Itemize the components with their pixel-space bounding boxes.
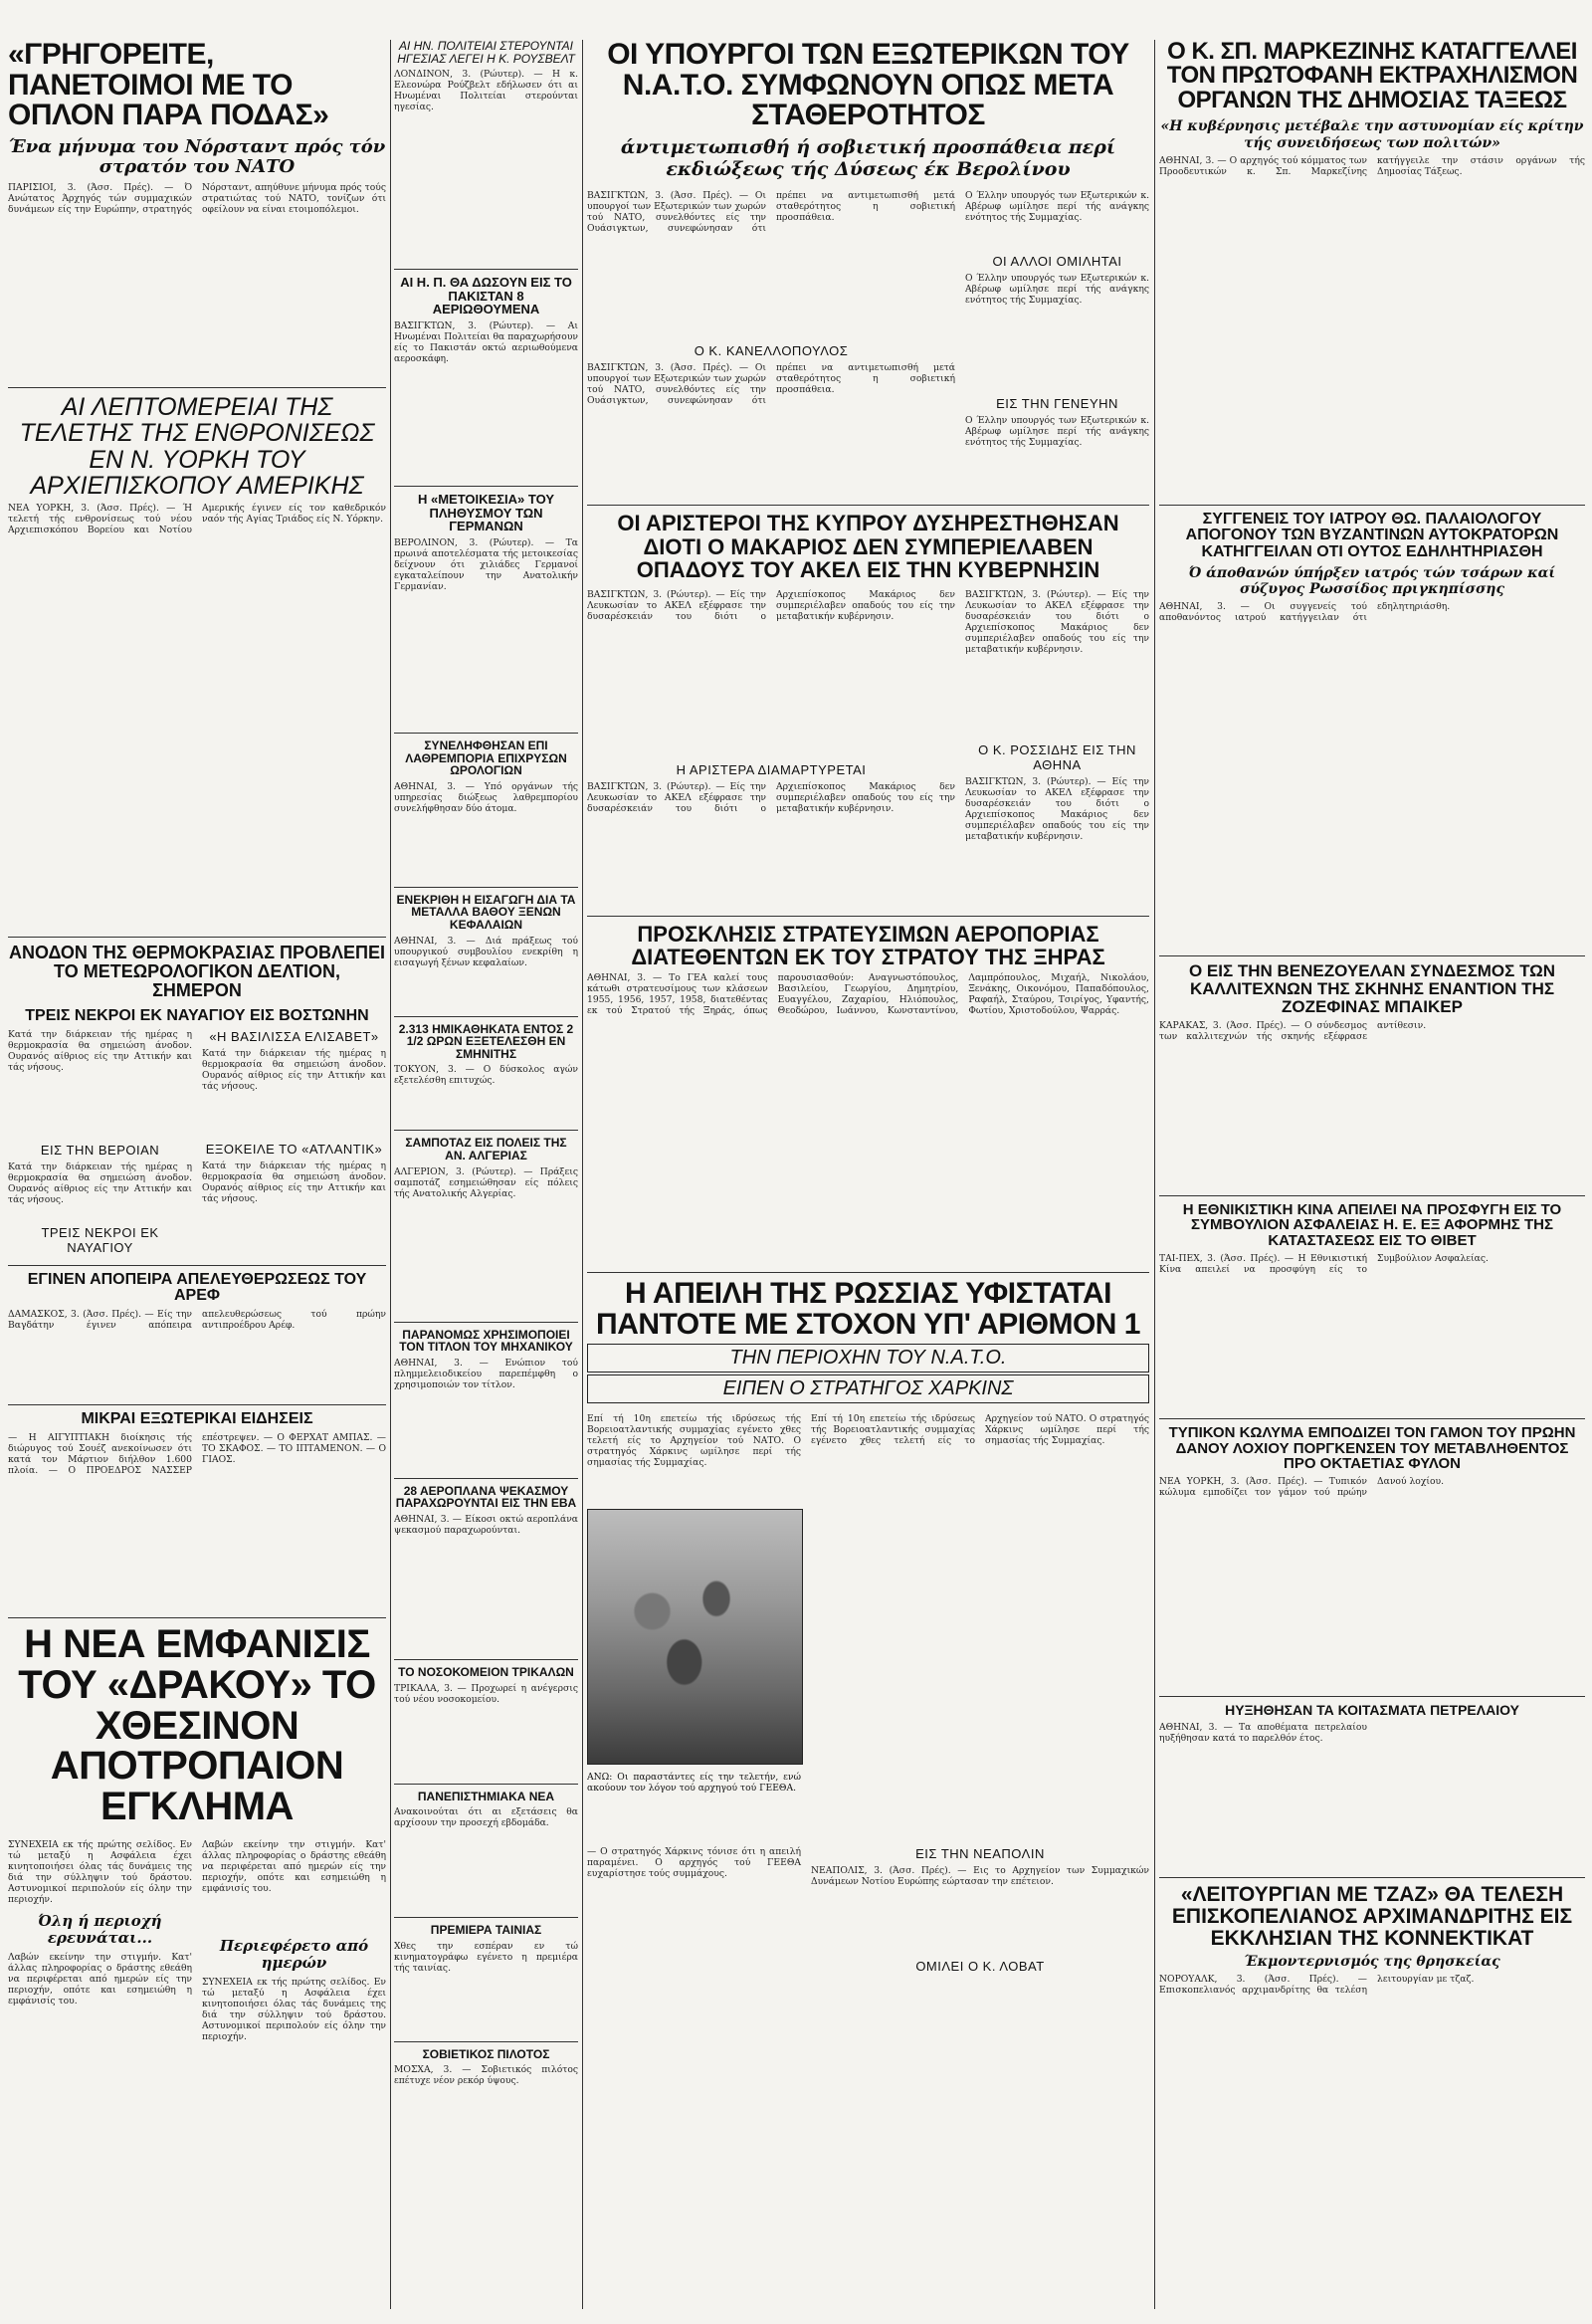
headline: ΤΥΠΙΚΟΝ ΚΩΛΥΜΑ ΕΜΠΟΔΙΖΕΙ ΤΟΝ ΓΑΜΟΝ ΤΟΥ ΠΡΩΗΝ ΔΑΝΟΥ ΛΟΧΙΟΥ ΠΟΡΓΚΕΝΣΕΝ ΤΟΥ ΜΕΤΑΒΛΗΘΕΝΤΟΣ ΠΡΟ ΟΚΤΑΕΤΙΑΣ ΦΥΛΟΝ <box>1168 1423 1576 1473</box>
article-body: — Η ΑΙΓΥΠΤΙΑΚΗ διοίκησις τής διώρυγος τού Σουέζ ανεκοίνωσεν ότι κατά τον Μάρτιον διήλθον 1.600 πλοία. — Ο ΠΡΟΕΔΡΟΣ ΝΑΣΣΕΡ επέστρεψεν. — Ο ΦΕΡΧΑΤ ΑΜΠΑΣ. — ΤΟ ΣΚΑΦΟΣ. — ΤΟ ΙΠΤΑΜΕΝΟΝ. — Ο ΓΙΑΟΣ. <box>8 1432 386 1477</box>
column-rule <box>390 40 391 2309</box>
headline: ΗΥΞΗΘΗΣΑΝ ΤΑ ΚΟΙΤΑΣΜΑΤΑ ΠΕΤΡΕΛΑΙΟΥ <box>1225 1702 1519 1719</box>
article-body: ΚΑΡΑΚΑΣ, 3. (Άσσ. Πρές). — Ο σύνδεσμος των καλλιτεχνών τής σκηνής εξέφρασε αντίθεσιν. <box>1159 1019 1427 1042</box>
section-label: ΕΙΣ ΤΗΝ ΝΕΑΠΟΛΙΝ <box>915 1846 1045 1862</box>
headline: ΣΥΓΓΕΝΕΙΣ ΤΟΥ ΙΑΤΡΟΥ ΘΩ. ΠΑΛΑΙΟΛΟΓΟΥ ΑΠΟΓΟΝΟΥ ΤΩΝ ΒΥΖΑΝΤΙΝΩΝ ΑΥΤΟΚΡΑΤΟΡΩΝ ΚΑΤΗΓΓΕΙΛΑΝ ΟΤΙ ΟΥΤΟΣ ΕΔΗΛΗΤΗΡΙΑΣΘΗ <box>1185 510 1559 561</box>
subheadline: Περιεφέρετο από ημερών <box>219 1937 369 1973</box>
article-drakos <box>8 1624 386 2204</box>
section-label: ΤΡΕΙΣ ΝΕΚΡΟΙ ΕΚ ΝΑΥΑΓΙΟΥ <box>41 1224 159 1255</box>
headline: Η ΝΕΑ ΕΜΦΑΝΙΣΙΣ ΤΟΥ «ΔΡΑΚΟΥ» ΤΟ ΧΘΕΣΙΝΟΝ ΑΠΟΤΡΟΠΑΙΟΝ ΕΓΚΛΗΜΑ <box>18 1622 376 1829</box>
column-4 <box>1159 40 1585 2314</box>
article-body: ΒΑΣΙΓΚΤΩΝ, 3. (Άσσ. Πρές). — Οι υπουργοί των Εξωτερικών των χωρών τού ΝΑΤΟ, συνελθόντες είς την Ουάσιγκτων, συνεφώνησαν ότι πρέπει να αντιμετωπισθή μετά σταθερότητος η σοβιετική προσπάθεια. <box>587 362 955 407</box>
subheadline: ΕΙΠΕΝ Ο ΣΤΡΑΤΗΓΟΣ ΧΑΡΚΙΝΣ <box>587 1374 1149 1403</box>
news-photo <box>587 1509 803 1765</box>
article-body: ΑΘΗΝΑΙ, 3. — Ο αρχηγός τού κόμματος των Προοδευτικών κ. Σπ. Μαρκεζίνης κατήγγειλε την στάσιν οργάνων τής Δημοσίας Τάξεως. <box>1159 154 1585 177</box>
article-tibet <box>1159 1202 1585 1412</box>
article-body: ΔΑΜΑΣΚΟΣ, 3. (Άσσ. Πρές). — Είς την Βαγδάτην έγινεν απόπειρα απελευθερώσεως τού πρώην αντιπροέδρου Αρέφ. <box>8 1309 386 1332</box>
article-body: Επί τή 10η επετείω τής ιδρύσεως τής Βορειοατλαντικής συμμαχίας εγένετο χθες τελετή είς το Αρχηγείον τού ΝΑΤΟ. Ο στρατηγός Χάρκινς ωμίλησε περί τής σημασίας τής Συμμαχίας. <box>811 1413 1149 1447</box>
section-label: Ο Κ. ΡΟΣΣΙΔΗΣ ΕΙΣ ΤΗΝ ΑΘΗΝΑ <box>978 741 1136 772</box>
headline: «ΓΡΗΓΟΡΕΙΤΕ, ΠΑΝΕΤΟΙΜΟΙ ΜΕ ΤΟ ΟΠΛΟΝ ΠΑΡΑ ΠΟΔΑΣ» <box>8 40 329 132</box>
article-body: ΑΘΗΝΑΙ, 3. — Είκοσι οκτώ αεροπλάνα ψεκασμού παραχωρούνται. <box>394 1513 578 1536</box>
headline: 28 ΑΕΡΟΠΛΑΝΑ ΨΕΚΑΣΜΟΥ ΠΑΡΑΧΩΡΟΥΝΤΑΙ ΕΙΣ ΤΗΝ ΕΒΑ <box>395 1483 577 1511</box>
article-body: Χθες την εσπέραν εν τώ κινηματογράφω εγένετο η πρεμιέρα τής ταινίας. <box>394 1940 578 1974</box>
subheadline: άντιμετωπισθή ή σοβιετική προσπάθεια περί εκδιώξεως τής Δύσεως έκ Βερολίνου <box>620 135 1116 180</box>
subheadline: Ένα μήνυμα του Νόρσταντ πρός τόν στρατόν του ΝΑΤΟ <box>8 135 386 178</box>
article-body: ΜΟΣΧΑ, 3. — Σοβιετικός πιλότος επέτυχε νέον ρεκόρ ύψους. <box>394 2064 578 2087</box>
article-russia-threat <box>587 1276 1149 2026</box>
article-weather <box>8 944 386 1258</box>
article-body: ΑΘΗΝΑΙ, 3. — Οι συγγενείς τού αποθανόντος ιατρού κατήγγειλαν ότι εδηλητηριάσθη. <box>1159 601 1451 624</box>
headline: ΑΙ ΗΝ. ΠΟΛΙΤΕΙΑΙ ΣΤΕΡΟΥΝΤΑΙ ΗΓΕΣΙΑΣ ΛΕΓΕΙ Η Κ. ΡΟΥΣΒΕΛΤ <box>397 40 575 66</box>
article-body: ΑΘΗΝΑΙ, 3. — Υπό οργάνων τής υπηρεσίας διώξεως λαθρεμπορίου συνελήφθησαν δύο άτομα. <box>394 780 578 814</box>
headline: ΤΡΕΙΣ ΝΕΚΡΟΙ ΕΚ ΝΑΥΑΓΙΟΥ ΕΙΣ ΒΟΣΤΩΝΗΝ <box>25 1006 369 1024</box>
article-body: ΒΕΡΟΛΙΝΟΝ, 3. (Ρώυτερ). — Τα πρωινά αποτελέσματα τής μετοικεσίας δείχνουν ότι χιλιάδες Γερμανοί εγκαταλείπουν την Ανατολικήν Γερμανίαν. <box>394 537 578 593</box>
headline: Ο ΕΙΣ ΤΗΝ ΒΕΝΕΖΟΥΕΛΑΝ ΣΥΝΔΕΣΜΟΣ ΤΩΝ ΚΑΛΛΙΤΕΧΝΩΝ ΤΗΣ ΣΚΗΝΗΣ ΕΝΑΝΤΙΟΝ ΤΗΣ ΖΟΖΕΦΙΝΑΣ ΜΠΑΙΚΕΡ <box>1188 961 1556 1016</box>
article-body: ΒΑΣΙΓΚΤΩΝ, 3. (Ρώυτερ). — Είς την Λευκωσίαν το ΑΚΕΛ εξέφρασε την δυσαρέσκειάν του διότι ο Αρχιεπίσκοπος Μακάριος δεν συμπεριέλαβεν οπαδούς του είς την μεταβατικήν κυβέρνησιν. <box>965 588 1149 655</box>
article-body: ΝΕΑ ΥΟΡΚΗ, 3. (Άσσ. Πρές). — Τυπικόν κώλυμα εμποδίζει τον γάμον τού πρώην Δανού λοχίου. <box>1159 1476 1445 1499</box>
article-body: ΑΘΗΝΑΙ, 3. — Ενώπιον τού πλημμελειοδικείου παρεπέμφθη ο χρησιμοποιών τον τίτλον. <box>394 1357 578 1390</box>
article-body: ΑΘΗΝΑΙ, 3. — Διά πράξεως τού υπουργικού συμβουλίου ενεκρίθη η εισαγωγή ξένων κεφαλαίων. <box>394 935 578 968</box>
article-body: ΛΟΝΔΙΝΟΝ, 3. (Ρώυτερ). — Η κ. Ελεονώρα Ρούζβελτ εδήλωσεν ότι αι Ηνωμέναι Πολιτείαι στερούνται ηγεσίας. <box>394 69 578 113</box>
article-markezinis <box>1159 40 1585 499</box>
column-1 <box>8 40 386 2314</box>
column-rule <box>582 40 583 2309</box>
article-cyprus <box>587 512 1149 909</box>
headline: Ο Κ. ΣΠ. ΜΑΡΚΕΖΙΝΗΣ ΚΑΤΑΓΓΕΛΛΕΙ ΤΟΝ ΠΡΩΤΟΦΑΝΗ ΕΚΤΡΑΧΗΛΙΣΜΟΝ ΟΡΓΑΝΩΝ ΤΗΣ ΔΗΜΟΣΙΑΣ ΤΑΞΕΩΣ <box>1166 40 1578 113</box>
article-enthronement <box>8 394 386 931</box>
article-body: ΒΑΣΙΓΚΤΩΝ, 3. (Ρώυτερ). — Είς την Λευκωσίαν το ΑΚΕΛ εξέφρασε την δυσαρέσκειάν του διότι ο Αρχιεπίσκοπος Μακάριος δεν συμπεριέλαβεν οπαδούς του είς την μεταβατικήν κυβέρνησιν. <box>965 775 1149 842</box>
headline: ΑΙ ΛΕΠΤΟΜΕΡΕΙΑΙ ΤΗΣ ΤΕΛΕΤΗΣ ΤΗΣ ΕΝΘΡΟΝΙΣΕΩΣ ΕΝ Ν. ΥΟΡΚΗ ΤΟΥ ΑΡΧΙΕΠΙΣΚΟΠΟΥ ΑΜΕΡΙΚΗΣ <box>19 393 375 500</box>
article-conscripts <box>587 923 1149 1266</box>
headline: ΑΝΟΔΟΝ ΤΗΣ ΘΕΡΜΟΚΡΑΣΙΑΣ ΠΡΟΒΛΕΠΕΙ ΤΟ ΜΕΤΕΩΡΟΛΟΓΙΚΟΝ ΔΕΛΤΙΟΝ, ΣΗΜΕΡΟΝ <box>8 943 386 1000</box>
headline: ΕΝΕΚΡΙΘΗ Η ΕΙΣΑΓΩΓΗ ΔΙΑ ΤΑ ΜΕΤΑΛΛΑ ΒΑΘΟΥ ΞΕΝΩΝ ΚΕΦΑΛΑΙΩΝ <box>396 892 576 932</box>
article-brief-news <box>8 1411 386 1611</box>
article-body: Επί τή 10η επετείω τής ιδρύσεως τής Βορειοατλαντικής συμμαχίας εγένετο χθες τελετή είς το Αρχηγείον τού ΝΑΤΟ. Ο στρατηγός Χάρκινς ωμίλησε περί τής σημασίας τής Συμμαχίας. <box>587 1413 801 1469</box>
headline: ΠΑΡΑΝΟΜΩΣ ΧΡΗΣΙΜΟΠΟΙΕΙ ΤΟΝ ΤΙΤΛΟΝ ΤΟΥ ΜΗΧΑΝΙΚΟΥ <box>399 1327 573 1355</box>
section-label: ΟΙ ΑΛΛΟΙ ΟΜΙΛΗΤΑΙ <box>992 254 1122 270</box>
headline: Η ΑΠΕΙΛΗ ΤΗΣ ΡΩΣΣΙΑΣ ΥΦΙΣΤΑΤΑΙ ΠΑΝΤΟΤΕ ΜΕ ΣΤΟΧΟΝ ΥΠ' ΑΡΙΘΜΟΝ 1 <box>596 1276 1140 1341</box>
article-body: Κατά την διάρκειαν τής ημέρας η θερμοκρασία θα σημειώση άνοδον. Ουρανός αίθριος είς την Αττικήν και τάς νήσους. <box>8 1161 192 1205</box>
headline: ΠΡΕΜΙΕΡΑ ΤΑΙΝΙΑΣ <box>430 1923 542 1938</box>
article-body: ΝΟΡΟΥΑΛΚ, 3. (Άσσ. Πρές). — Επισκοπελιανός αρχιμανδρίτης θα τελέση λειτουργίαν με τζαζ. <box>1159 1974 1475 1997</box>
article-body: ΒΑΣΙΓΚΤΩΝ, 3. (Ρώυτερ). — Αι Ηνωμέναι Πολιτείαι θα παραχωρήσουν είς το Πακιστάν οκτώ αεριωθούμενα αεροσκάφη. <box>394 320 578 365</box>
article-jazz-liturgy <box>1159 1884 1585 2123</box>
subheadline: Ό άποθανών ύπήρξεν ιατρός τών τσάρων καί σύζυγος Ρωσσίδος πριγκηπίσσης <box>1188 564 1556 598</box>
article-body: ΤΡΙΚΑΛΑ, 3. — Προχωρεί η ανέγερσις τού νέου νοσοκομείου. <box>394 1682 578 1705</box>
article-body: ΝΕΑ ΥΟΡΚΗ, 3. (Άσσ. Πρές). — Ή τελετή τής ενθρονίσεως τού νέου Αρχιεπισκόπου Βορείου και Νοτίου Αμερικής έγινεν είς τον καθεδρικόν ναόν τής Αγίας Τριάδος είς Ν. Υόρκην. <box>8 503 386 536</box>
article-josephine-baker <box>1159 962 1585 1189</box>
headline: ΠΡΟΣΚΛΗΣΙΣ ΣΤΡΑΤΕΥΣΙΜΩΝ ΑΕΡΟΠΟΡΙΑΣ ΔΙΑΤΕΘΕΝΤΩΝ ΕΚ ΤΟΥ ΣΤΡΑΤΟΥ ΤΗΣ ΞΗΡΑΣ <box>631 921 1105 969</box>
headline: ΟΙ ΥΠΟΥΡΓΟΙ ΤΩΝ ΕΞΩΤΕΡΙΚΩΝ ΤΟΥ Ν.Α.Τ.Ο. ΣΥΜΦΩΝΟΥΝ ΟΠΩΣ ΜΕΤΑ ΣΤΑΘΕΡΟΤΗΤΟΣ <box>607 40 1129 132</box>
photo-caption: ΑΝΩ: Οι παραστάντες είς την τελετήν, ενώ ακούουν τον λόγον τού αρχηγού τού ΓΕΕΘΑ. <box>587 1772 801 1795</box>
article-nato-ministers <box>587 40 1149 499</box>
article-body: ΑΘΗΝΑΙ, 3. — Το ΓΕΑ καλεί τους κάτωθι στρατευσίμους των κλάσεων 1955, 1956, 1957, 1958, διατεθέντας εκ τού Στρατού τής Ξηράς, όπως παρουσιασθούν: Αναγνωστόπουλος, Βασιλείου, Γεωργίου, Δημητρίου, Ευαγγέλου, Ζαχαρίου, Ηλιόπουλος, Θεοδώρου, Ιωάννου, Κωνσταντίνου, Λαμπρόπουλος, Μιχαήλ, Νικολάου, Ξενάκης, Οικονόμου, Παπαδόπουλος, Ραφαήλ, Σταύρου, Τσιρίγος, Υφαντής, Φωτίου, Χριστοδούλου, Ψαρράς. <box>587 971 1149 1016</box>
article-porgensen <box>1159 1425 1585 1690</box>
article-body: Λαβών εκείνην την στιγμήν. Κατ' άλλας πληροφορίας ο δράστης εθεάθη να περιφέρεται από ημερών είς την περιοχήν, οπότε και εσημειώθη η εμφάνισίς του. <box>8 1951 192 2007</box>
article-aref <box>8 1272 386 1399</box>
column-3 <box>587 40 1149 2314</box>
section-label: ΟΜΙΛΕΙ Ο Κ. ΛΟΒΑΤ <box>915 1959 1045 1975</box>
column-2 <box>394 40 578 2314</box>
section-label: «Η ΒΑΣΙΛΙΣΣΑ ΕΛΙΣΑΒΕΤ» <box>209 1028 379 1044</box>
headline: Η «ΜΕΤΟΙΚΕΣΙΑ» ΤΟΥ ΠΛΗΘΥΣΜΟΥ ΤΩΝ ΓΕΡΜΑΝΩΝ <box>418 492 554 534</box>
article-body: ΒΑΣΙΓΚΤΩΝ, 3. (Άσσ. Πρές). — Οι υπουργοί των Εξωτερικών των χωρών τού ΝΑΤΟ, συνελθόντες είς την Ουάσιγκτων, συνεφώνησαν ότι πρέπει να αντιμετωπισθή μετά σταθερότητος η σοβιετική προσπάθεια. <box>587 190 955 235</box>
section-label: ΕΞΟΚΕΙΛΕ ΤΟ «ΑΤΛΑΝΤΙΚ» <box>205 1141 383 1157</box>
section-label: ΕΙΣ ΤΗΝ ΓΕΝΕΥΗΝ <box>996 396 1118 412</box>
headline: «ΛΕΙΤΟΥΡΓΙΑΝ ΜΕ ΤΖΑΖ» ΘΑ ΤΕΛΕΣΗ ΕΠΙΣΚΟΠΕΛΙΑΝΟΣ ΑΡΧΙΜΑΝΔΡΙΤΗΣ ΕΙΣ ΕΚΚΛΗΣΙΑΝ ΤΗΣ ΚΟΝΝΕΚΤΙΚΑΤ <box>1171 1882 1573 1950</box>
article-body: Ανακοινούται ότι αι εξετάσεις θα αρχίσουν την προσεχή εβδομάδα. <box>394 1806 578 1829</box>
subheadline: ΤΗΝ ΠΕΡΙΟΧΗΝ ΤΟΥ Ν.Α.Τ.Ο. <box>587 1344 1149 1373</box>
subheadline: Έκμοντερνισμός της θρησκείας <box>1244 1954 1500 1971</box>
article-palaiologos <box>1159 512 1585 951</box>
article-body: ΒΑΣΙΓΚΤΩΝ, 3. (Ρώυτερ). — Είς την Λευκωσίαν το ΑΚΕΛ εξέφρασε την δυσαρέσκειάν του διότι ο Αρχιεπίσκοπος Μακάριος δεν συμπεριέλαβεν οπαδούς του είς την μεταβατικήν κυβέρνησιν. <box>587 588 955 622</box>
article-body: ΒΑΣΙΓΚΤΩΝ, 3. (Ρώυτερ). — Είς την Λευκωσίαν το ΑΚΕΛ εξέφρασε την δυσαρέσκειάν του διότι ο Αρχιεπίσκοπος Μακάριος δεν συμπεριέλαβεν οπαδούς του είς την μεταβατικήν κυβέρνησιν. <box>587 780 955 814</box>
subheadline: Όλη ή περιοχή ερευνάται... <box>38 1912 162 1948</box>
article-body: ΣΥΝΕΧΕΙΑ εκ τής πρώτης σελίδος. Εν τώ μεταξύ η Ασφάλεια έχει κινητοποιήσει όλας τάς δυνάμεις της διά την σύλληψιν τού δράστου. Αστυνομικοί περιπολούν είς όλην την περιοχήν. <box>202 1976 386 2042</box>
headline: ΑΙ Η. Π. ΘΑ ΔΩΣΟΥΝ ΕΙΣ ΤΟ ΠΑΚΙΣΤΑΝ 8 ΑΕΡΙΩΘΟΥΜΕΝΑ <box>400 275 572 317</box>
article-body: ΠΑΡΙΣΙΟΙ, 3. (Άσσ. Πρές). — Ό Ανώτατος Άρχηγός τών συμμαχικών δυνάμεων είς την Ευρώπην, στρατηγός Νόρσταντ, απηύθυνε μήνυμα πρός τούς στρατιώτας τού ΝΑΤΟ, τονίζων ότι οφείλουν να είναι ετοιμοπόλεμοι. <box>8 182 386 216</box>
headline: 2.313 ΗΜΙΚΑΘΗΚΑΤΑ ΕΝΤΟΣ 2 1/2 ΩΡΩΝ ΕΞΕΤΕΛΕΣΘΗ ΕΝ ΣΜΗΝΙΤΗΣ <box>398 1021 574 1061</box>
headline: ΣΑΜΠΟΤΑΖ ΕΙΣ ΠΟΛΕΙΣ ΤΗΣ ΑΝ. ΑΛΓΕΡΙΑΣ <box>405 1136 567 1162</box>
headline: ΣΟΒΙΕΤΙΚΟΣ ΠΙΛΟΤΟΣ <box>422 2046 550 2061</box>
headline: ΠΑΝΕΠΙΣΤΗΜΙΑΚΑ ΝΕΑ <box>417 1789 555 1803</box>
article-body: Κατά την διάρκειαν τής ημέρας η θερμοκρασία θα σημειώση άνοδον. Ουρανός αίθριος είς την Αττικήν και τάς νήσους. <box>202 1047 386 1092</box>
section-label: Η ΑΡΙΣΤΕΡΑ ΔΙΑΜΑΡΤΥΡΕΤΑΙ <box>676 761 867 777</box>
column-rule <box>1154 40 1155 2309</box>
article-body: Ο Έλλην υπουργός των Εξωτερικών κ. Αβέρωφ ωμίλησε περί τής ανάγκης ενότητος τής Συμμαχίας. <box>965 415 1149 449</box>
headline: ΤΟ ΝΟΣΟΚΟΜΕΙΟΝ ΤΡΙΚΑΛΩΝ <box>398 1664 574 1679</box>
article-body: Κατά την διάρκειαν τής ημέρας η θερμοκρασία θα σημειώση άνοδον. Ουρανός αίθριος είς την Αττικήν και τάς νήσους. <box>202 1160 386 1204</box>
headline: ΣΥΝΕΛΗΦΘΗΣΑΝ ΕΠΙ ΛΑΘΡΕΜΠΟΡΙΑ ΕΠΙΧΡΥΣΩΝ ΩΡΟΛΟΓΙΩΝ <box>405 739 567 778</box>
article-body: Ο Έλλην υπουργός των Εξωτερικών κ. Αβέρωφ ωμίλησε περί τής ανάγκης ενότητος τής Συμμαχίας. <box>965 273 1149 307</box>
headline: ΜΙΚΡΑΙ ΕΞΩΤΕΡΙΚΑΙ ΕΙΔΗΣΕΙΣ <box>81 1410 313 1428</box>
article-body: ΑΛΓΕΡΙΟΝ, 3. (Ρώυτερ). — Πράξεις σαμποτάζ εσημειώθησαν είς πόλεις τής Ανατολικής Αλγερίας. <box>394 1165 578 1199</box>
article-body: Ο Έλλην υπουργός των Εξωτερικών κ. Αβέρωφ ωμίλησε περί τής ανάγκης ενότητος τής Συμμαχίας. <box>965 190 1149 224</box>
section-label: Ο Κ. ΚΑΝΕΛΛΟΠΟΥΛΟΣ <box>694 343 849 359</box>
article-oil <box>1159 1703 1585 1871</box>
headline: Η ΕΘΝΙΚΙΣΤΙΚΗ ΚΙΝΑ ΑΠΕΙΛΕΙ ΝΑ ΠΡΟΣΦΥΓΗ ΕΙΣ ΤΟ ΣΥΜΒΟΥΛΙΟΝ ΑΣΦΑΛΕΙΑΣ Η. Ε. ΕΞ ΑΦΟΡΜΗΣ ΤΗΣ ΚΑΤΑΣΤΑΣΕΩΣ ΕΙΣ ΤΟ ΘΙΒΕΤ <box>1182 1200 1562 1250</box>
article-body: Λαβών εκείνην την στιγμήν. Κατ' άλλας πληροφορίας ο δράστης εθεάθη να περιφέρεται από ημερών είς την περιοχήν, οπότε και εσημειώθη η εμφάνισίς του. <box>202 1839 386 1894</box>
article-body: Κατά την διάρκειαν τής ημέρας η θερμοκρασία θα σημειώση άνοδον. Ουρανός αίθριος είς την Αττικήν και τάς νήσους. <box>8 1028 192 1073</box>
section-label: ΕΙΣ ΤΗΝ ΒΕΡΟΙΑΝ <box>40 1142 160 1158</box>
article-body: ΑΘΗΝΑΙ, 3. — Τα αποθέματα πετρελαίου ηυξήθησαν κατά το παρελθόν έτος. <box>1159 1721 1367 1744</box>
article-body: ΤΑΙ-ΠΕΧ, 3. (Άσσ. Πρές). — Η Εθνικιστική Κίνα απειλεί να προσφύγη είς το Συμβούλιον Ασφαλείας. <box>1159 1252 1489 1275</box>
article-body: ΣΥΝΕΧΕΙΑ εκ τής πρώτης σελίδος. Εν τώ μεταξύ η Ασφάλεια έχει κινητοποιήσει όλας τάς δυνάμεις της διά την σύλληψιν τού δράστου. Αστυνομικοί περιπολούν είς όλην την περιοχήν. <box>8 1839 192 1905</box>
article-body: — Ο στρατηγός Χάρκινς τόνισε ότι η απειλή παραμένει. Ο αρχηγός τού ΓΕΕΘΑ ευχαρίστησε τούς συμμάχους. <box>587 1846 801 1880</box>
headline: ΕΓΙΝΕΝ ΑΠΟΠΕΙΡΑ ΑΠΕΛΕΥΘΕΡΩΣΕΩΣ ΤΟΥ ΑΡΕΦ <box>27 1270 367 1305</box>
subheadline: «Η κυβέρνησις μετέβαλε την αστυνομίαν είς κρίτην τής συνειδήσεως των πολιτών» <box>1160 118 1584 151</box>
headline: ΟΙ ΑΡΙΣΤΕΡΟΙ ΤΗΣ ΚΥΠΡΟΥ ΔΥΣΗΡΕΣΤΗΘΗΣΑΝ ΔΙΟΤΙ Ο ΜΑΚΑΡΙΟΣ ΔΕΝ ΣΥΜΠΕΡΙΕΛΑΒΕΝ ΟΠΑΔΟΥΣ ΤΟΥ ΑΚΕΛ ΕΙΣ ΤΗΝ ΚΥΒΕΡΝΗΣΙΝ <box>617 511 1119 582</box>
article-body: ΝΕΑΠΟΛΙΣ, 3. (Άσσ. Πρές). — Εις το Αρχηγείον των Συμμαχικών Δυνάμεων Νοτίου Ευρώπης εώρτασαν την επέτειον. <box>811 1865 1149 1888</box>
article-norstad <box>8 40 386 381</box>
article-body: ΤΟΚΥΟΝ, 3. — Ο δύσκολος αγών εξετελέσθη επιτυχώς. <box>394 1064 578 1087</box>
